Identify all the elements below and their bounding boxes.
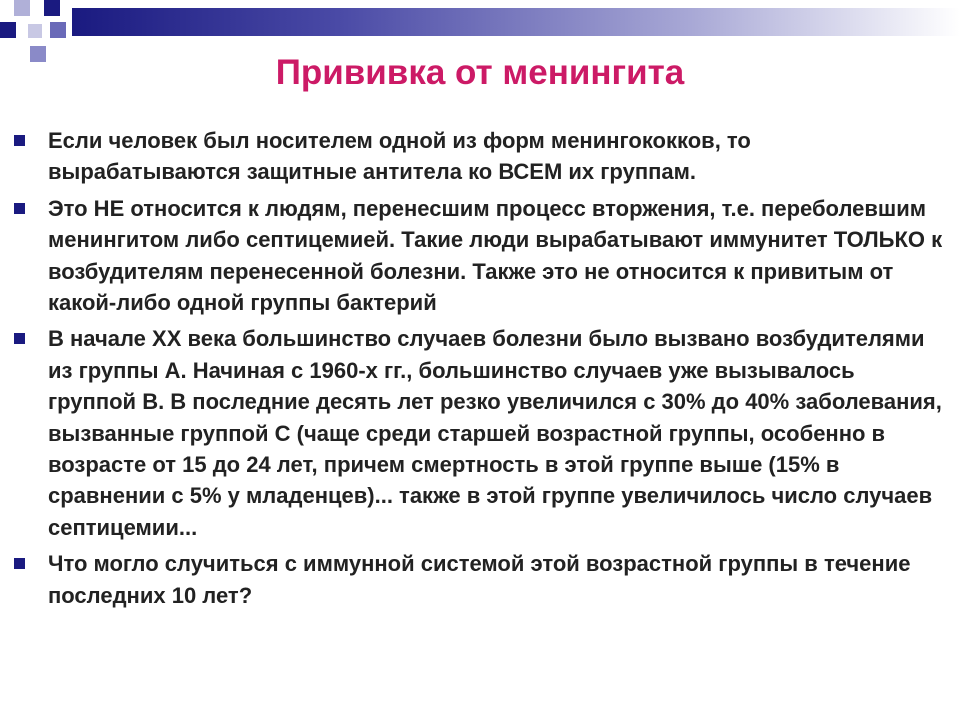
bullet-text: В начале ХХ века большинство случаев болезни было вызвано возбудителями из группы А. Начиная с 1960-х гг., большинство случаев уже вызывалось группой В. В последние десять лет резко увеличился с 30% до 40% заболевания, вызванные группой С (чаще среди старшей возрастной группы, особенно в возрасте от 15 до 24 лет, причем смертность в этой группе выше (15% в сравнении с 5% у младенцев)... также в этой группе увеличилось число случаев септицемии... bbox=[48, 326, 942, 540]
bullet-text: Это НЕ относится к людям, перенесшим процесс вторжения, т.е. переболевшим менингитом либо септицемией. Такие люди вырабатывают иммунитет ТОЛЬКО к возбудителям перенесенной болезни. Также это не относится к привитым от какой-либо одной группы бактерий bbox=[48, 195, 943, 316]
decoration-square bbox=[50, 22, 66, 38]
square-bullet-icon bbox=[14, 135, 25, 146]
square-bullet-icon bbox=[14, 558, 25, 569]
bullet-text: Если человек был носителем одной из форм менингококков, то вырабатываются защитные антитела ко ВСЕМ их группам. bbox=[48, 128, 751, 185]
header-gradient-bar bbox=[72, 8, 960, 36]
slide-title: Прививка от менингита bbox=[275, 53, 685, 92]
square-bullet-icon bbox=[14, 203, 25, 214]
bullet-text: Что могло случиться с иммунной системой этой возрастной группы в течение последних 10 лет? bbox=[48, 551, 911, 608]
square-bullet-icon bbox=[14, 333, 25, 344]
decoration-square bbox=[0, 22, 16, 38]
bullet-item bbox=[0, 323, 960, 543]
decoration-square bbox=[14, 0, 30, 16]
bullet-item bbox=[0, 125, 960, 188]
bullet-item bbox=[0, 193, 960, 319]
decoration-square bbox=[28, 24, 42, 38]
bullet-item bbox=[0, 548, 960, 611]
bullet-list bbox=[0, 125, 960, 616]
decoration-square bbox=[44, 0, 60, 16]
